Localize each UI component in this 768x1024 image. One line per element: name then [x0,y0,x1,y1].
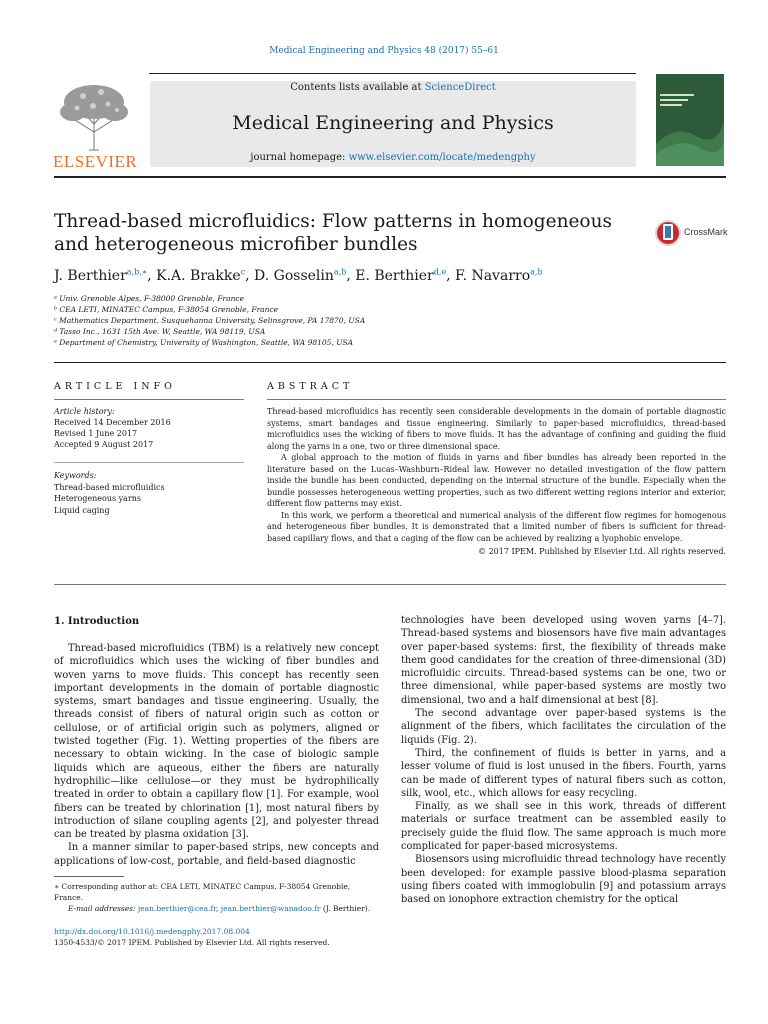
author-affil-marker[interactable]: a,b [530,267,543,276]
body-paragraph: In a manner similar to paper-based strips, new concepts and applications of low-cost, portable, and field-based diagnostic [54,842,379,867]
author-affil-marker[interactable]: a,b [333,267,347,276]
journal-homepage [150,152,636,163]
author-separator: , [245,267,255,284]
email-separator: , [216,904,221,913]
author[interactable] [54,268,147,284]
elsevier-tree-icon [53,80,135,152]
abstract-body [267,406,726,558]
author-list [54,267,726,284]
author-separator: , [346,267,356,284]
article-title: Thread-based microfluidics: Flow patterns in homogeneous and heterogeneous microfiber bundles [54,211,612,255]
homepage-prefix: journal homepage: [250,152,349,163]
abstract-copyright: © 2017 IPEM. Published by Elsevier Ltd. All rights reserved. [478,547,726,556]
keywords-title: Keywords: [54,471,97,480]
contents-line [150,82,636,93]
affiliation: ᶜ Mathematics Department, Susquehanna University, Selinsgrove, PA 17870, USA [54,316,366,325]
keyword: Thread-based microfluidics [54,482,165,492]
author-name: J. Berthier [54,267,127,284]
affiliation: ᵈ Tasso Inc., 1631 15th Ave. W, Seattle, WA 98119, USA [54,327,266,336]
article-history [54,406,254,450]
abstract-heading: ABSTRACT [267,381,354,392]
sciencedirect-link[interactable]: ScienceDirect [424,82,496,93]
body-paragraph: Third, the confinement of fluids is better in yarns, and a lesser volume of fluid is lost unused in the fibers. Fourth, yarns can be made of different types of natural fibers such as cotton, silk, wool, etc., which allows for easy recycling. [401,747,726,799]
keyword: Liquid caging [54,505,110,515]
publisher-wordmark: ELSEVIER [53,152,138,171]
author-affil-marker[interactable]: a,b,∗ [126,267,148,276]
homepage-link[interactable]: www.elsevier.com/locate/medengphy [348,152,536,163]
author[interactable] [156,268,245,284]
header-divider [149,73,636,74]
article-info-rule [54,399,244,400]
abstract-rule [267,399,726,400]
email-link[interactable]: jean.berthier@cea.fr [137,904,216,913]
footnote [54,881,379,914]
abstract-bottom-rule [54,584,726,585]
author-affil-marker[interactable]: c [240,267,246,276]
article-info-heading: ARTICLE INFO [54,381,176,392]
corresponding-author-note: ∗ Corresponding author at: CEA LETI, MINATEC Campus, F-38054 Grenoble, France. [54,882,351,902]
author-name: D. Gosselin [254,267,334,284]
crossmark-button[interactable] [654,218,734,248]
email-suffix: (J. Berthier). [320,904,371,913]
author-name: E. Berthier [355,267,434,284]
email-label: E-mail addresses: [68,904,136,913]
keywords [54,470,254,516]
history-item: Received 14 December 2016 [54,418,171,427]
abstract-paragraph: In this work, we perform a theoretical and numerical analysis of the different flow regimes for homogenous and heterogeneous fiber bundles. It is demonstrated that a limited number of fibers is sufficient for thread-based capillary flows, and that a caging of the flow can be achieved by realizing a lyophobic envelope. [267,510,726,543]
abstract-paragraph: A global approach to the motion of fluids in yarns and fiber bundles has already been reported in the literature based on the Lucas–Washburn–Rideal law. However no detailed investigation of the flow pattern inside the bundle has been conducted, depending on the internal structure of the bundle. Especially when the bundle possesses heterogeneous wetting properties, such as two different wetting regions interior and exterior, different flow patterns may exist. [267,453,726,508]
section-divider [54,362,726,363]
history-title: Article history: [54,407,115,416]
journal-title: Medical Engineering and Physics [232,112,554,134]
journal-cover-image[interactable] [656,74,724,166]
doi-link[interactable]: http://dx.doi.org/10.1016/j.medengphy.2017.08.004 [54,927,250,936]
email-link[interactable]: jean.berthier@wanadoo.fr [220,904,321,913]
crossmark-icon [654,218,682,248]
header-bottom-rule [54,176,726,178]
keywords-rule [54,462,244,463]
affiliation: ᵃ Univ. Grenoble Alpes, F-38000 Grenoble, France [54,294,245,303]
author-affil-marker[interactable]: d,e [433,267,447,276]
author-separator: , [147,267,157,284]
body-paragraph: The second advantage over paper-based systems is the alignment of the fibers, which facilitates the circulation of the liquids (Fig. 2). [401,708,726,746]
email-line [54,903,379,914]
body-left-column [54,642,379,868]
crossmark-label: CrossMark [684,227,728,237]
author-separator: , [446,267,456,284]
keyword: Heterogeneous yarns [54,494,142,503]
author-name: K.A. Brakke [156,267,241,284]
body-paragraph: technologies have been developed using woven yarns [4–7]. Thread-based systems and biosensors have five main advantages over paper-based systems: first, the flexibility of threads make them good candidates for the creation of three-dimensional (3D) microfluidic circuits. Thread-based systems can be one, two or three dimensional, while paper-based systems are mostly two dimensional, two and a half dimensional at best [8]. [401,615,726,706]
author-name: F. Navarro [455,267,531,284]
author[interactable] [355,268,446,284]
cover-art-icon [656,74,724,166]
history-item: Accepted 9 August 2017 [54,440,154,449]
body-right-column [401,614,726,907]
affiliation: ᵇ CEA LETI, MINATEC Campus, F-38054 Grenoble, France [54,305,279,314]
history-item: Revised 1 June 2017 [54,429,138,438]
body-paragraph: Biosensors using microfluidic thread technology have recently been developed: for example passive blood-plasma separation using fibers coated with immoglobulin [9] and potassium arrays based on ionophore extraction chemistry for the optical [401,854,726,906]
body-paragraph: Thread-based microfluidics (TBM) is a relatively new concept of microfluidics which uses the wicking of fiber bundles and woven yarns to move fluids. This concept has recently seen important developments in the domain of portable diagnostic systems, smart bandages and tissue engineering. Usually, the threads consist of fibers of natural origin such as cotton or cellulose, or of artificial origin such as polymers, aligned or twisted together (Fig. 1). Wetting properties of the fibers are necessary to obtain wicking. In the case of biologic sample liquids which are aqueous, either the fibers are naturally hydrophilic—like cellulose—or they must be hydrophilically treated in order to obtain a capillary flow [1]. For example, wool fibers can be treated by chlorination [1], most natural fibers by introduction of silane coupling agents [2], and polyester thread can be treated by plasma oxidation [3]. [54,643,379,841]
affiliation: ᵉ Department of Chemistry, University of Washington, Seattle, WA 98105, USA [54,338,354,347]
author[interactable] [254,268,346,284]
issn-line: 1350-4533/© 2017 IPEM. Published by Elsevier Ltd. All rights reserved. [54,938,330,947]
elsevier-logo[interactable] [53,80,138,171]
footnote-rule [54,876,124,877]
section-heading: 1. Introduction [54,616,140,627]
body-paragraph: Finally, as we shall see in this work, threads of different materials or surface treatment can be assembled easily to precisely guide the fluid flow. The same approach is much more complicated for paper-based microsystems. [401,801,726,853]
journal-citation[interactable]: Medical Engineering and Physics 48 (2017) 55–61 [269,46,499,56]
author[interactable] [455,268,543,284]
affiliations [54,293,726,348]
page-footer [54,926,379,948]
abstract-paragraph: Thread-based microfluidics has recently seen considerable developments in the domain of portable diagnostic systems, smart bandages and tissue engineering. Similarly to paper-based microfluidics, thread-based microfluidics uses the wicking of fibers to move fluids. It has the advantage of confining and guiding the fluid along the yarns in a one, two or three dimensional space. [267,407,726,451]
contents-prefix: Contents lists available at [290,82,425,93]
